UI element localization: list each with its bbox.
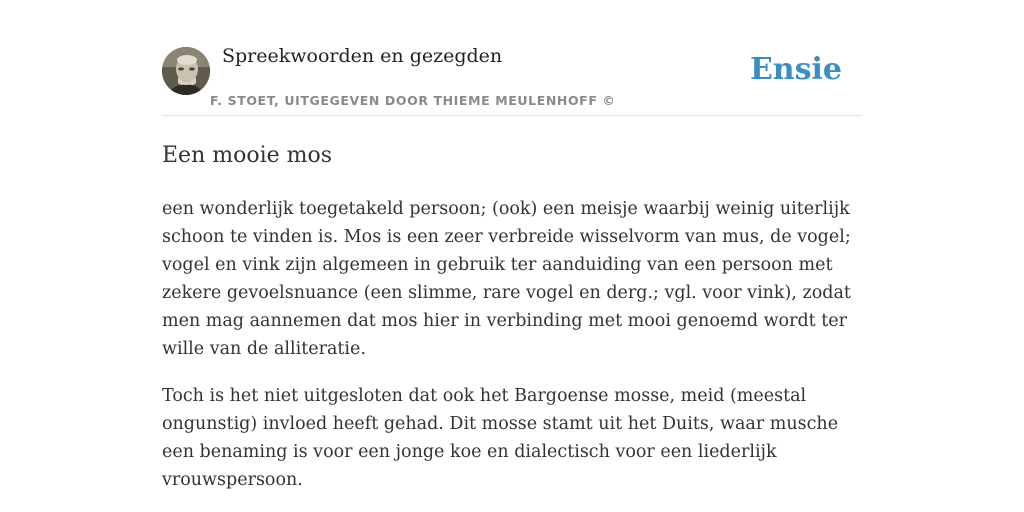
- entry-card: [162, 40, 862, 494]
- ensie-logo-link[interactable]: Ensie: [749, 52, 842, 87]
- entry-paragraph: een wonderlijk toegetakeld persoon; (ook) een meisje waarbij weinig uiterlijk schoon te vinden is. Mos is een zeer verbreide wisselvorm van mus, de vogel; vogel en vink zijn algemeen in gebruik ter aanduiding van een persoon met zekere gevoelsnuance (een slimme, rare vogel en derg.; vgl. voor vink), zodat men mag aannemen dat mos hier in verbinding met mooi genoemd wordt ter wille van de alliteratie.: [162, 199, 851, 359]
- entry-header: [162, 40, 862, 116]
- publisher-credit: F. STOET, UITGEGEVEN DOOR THIEME MEULENHOFF ©: [210, 93, 616, 108]
- entry-title: Een mooie mos: [162, 143, 333, 168]
- author-avatar[interactable]: [162, 47, 210, 95]
- author-portrait-icon: [162, 47, 210, 95]
- entry-body: [162, 195, 862, 494]
- book-title[interactable]: Spreekwoorden en gezegden: [222, 45, 503, 67]
- entry-paragraph: Toch is het niet uitgesloten dat ook het Bargoense mosse, meid (meestal ongunstig) invloed heeft gehad. Dit mosse stamt uit het Duits, waar musche een benaming is voor een jonge koe en dialectisch voor een liederlijk vrouwspersoon.: [162, 386, 839, 490]
